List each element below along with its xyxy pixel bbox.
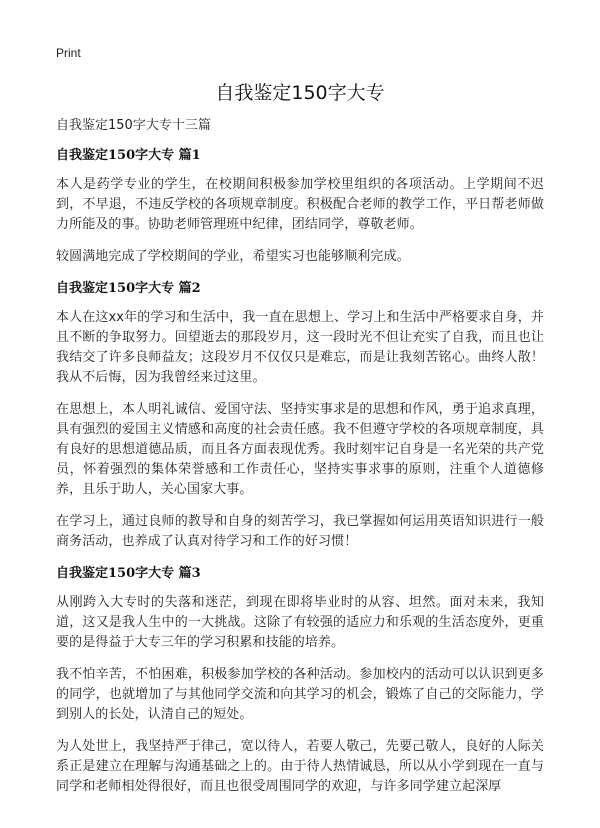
paragraph: 本人是药学专业的学生，在校期间积极参加学校里组织的各项活动。上学期间不迟到，不早退，不违反学校的各项规章制度。积极配合老师的教学工作，平日帮老师做力所能及的事。协助老师管理班中纪律，团结同学，尊敬老师。 <box>56 177 544 232</box>
paragraph: 在学习上，通过良师的教导和自身的刻苦学习，我已掌握如何运用英语知识进行一般商务活动，也养成了认真对待学习和工作的好习惯！ <box>56 514 544 549</box>
paragraph: 本人在这xx年的学习和生活中，我一直在思想上、学习上和生活中严格要求自身，并且不断的争取努力。回望逝去的那段岁月，这一段时光不但让充实了自我，而且也让我结交了许多良师益友；这段岁月不仅仅只是难忘，而是让我刻苦铭心。曲终人散！我从不后悔，因为我曾经来过这里。 <box>56 310 544 385</box>
section-3 <box>56 564 544 797</box>
document-subtitle: 自我鉴定150字大专十三篇 <box>56 118 211 133</box>
paragraph: 为人处世上，我坚持严于律己，宽以待人，若要人敬己，先要己敬人，良好的人际关系正是建立在理解与沟通基础之上的。由于待人热情诚恳，所以从小学到现在一直与同学和老师相处得很好，而且也很受周围同学的欢迎，与许多同学建立起深厚 <box>56 739 544 794</box>
section-heading: 自我鉴定150字大专 篇3 <box>56 566 201 581</box>
section-heading: 自我鉴定150字大专 篇2 <box>56 281 201 296</box>
section-heading: 自我鉴定150字大专 篇1 <box>56 148 201 163</box>
paragraph: 较圆满地完成了学校期间的学业，希望实习也能够顺利完成。 <box>56 249 410 264</box>
section-1 <box>56 146 544 267</box>
paragraph: 我不怕辛苦，不怕困难，积极参加学校的各种活动。参加校内的活动可以认识到更多的同学，也就增加了与其他同学交流和向其学习的机会，锻炼了自己的交际能力，学到别人的长处，认清自己的短处。 <box>56 667 544 722</box>
document-title: 自我鉴定150字大专 <box>215 82 385 104</box>
print-link[interactable]: Print <box>56 46 81 60</box>
paragraph: 从刚跨入大专时的失落和迷茫，到现在即将毕业时的从容、坦然。面对未来，我知道，这又是我人生中的一大挑战。这除了有较强的适应力和乐观的生活态度外，更重要的是得益于大专三年的学习积累和技能的培养。 <box>56 595 544 650</box>
section-2 <box>56 279 544 552</box>
document-body <box>56 116 544 809</box>
paragraph: 在思想上，本人明礼诚信、爱国守法、坚持实事求是的思想和作风，勇于追求真理，具有强烈的爱国主义情感和高度的社会责任感。我不但遵守学校的各项规章制度，具有良好的思想道德品质，而且各方面表现优秀。我时刻牢记自身是一名光荣的共产党员，怀着强烈的集体荣誉感和工作责任心，坚持实事求事的原则，注重个人道德修养，且乐于助人，关心国家大事。 <box>56 402 544 497</box>
